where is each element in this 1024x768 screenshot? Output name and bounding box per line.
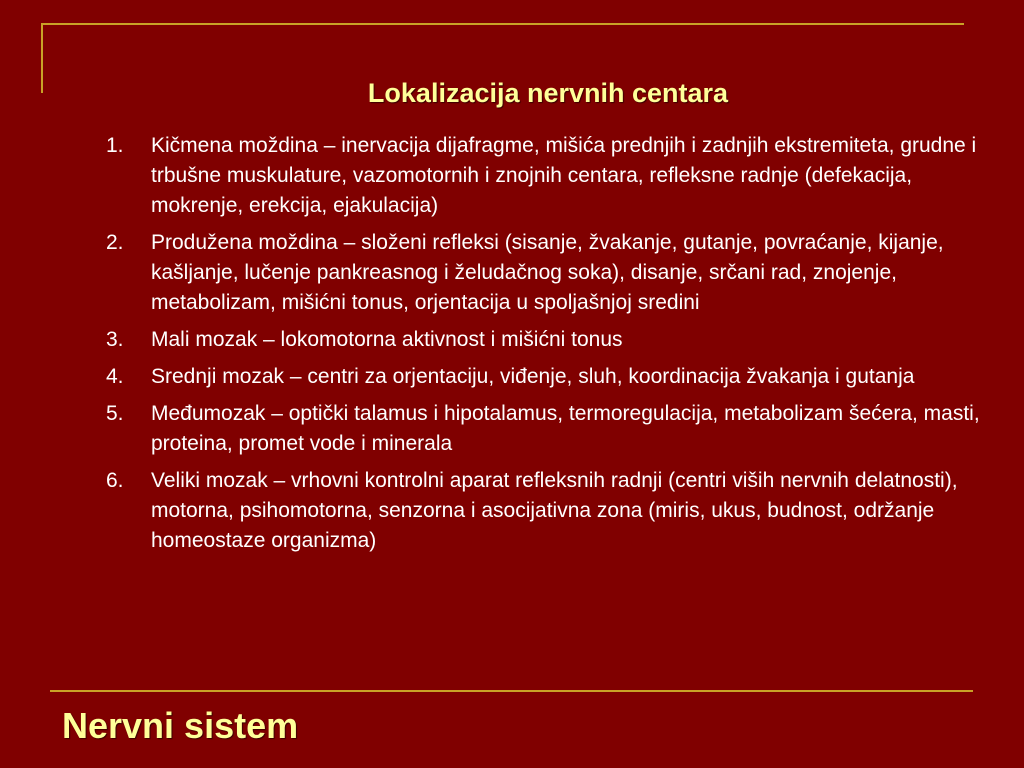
list-item-text: Kičmena moždina – inervacija dijafragme, mišića prednjih i zadnjih ekstremiteta, grudne i trbušne muskulature, vazomotornih i znojnih centara, refleksne radnje (defekacija, mokrenje, erekcija, ejakulacija) xyxy=(151,134,977,217)
decorative-frame-left-line xyxy=(41,23,43,93)
list-item-number: 1. xyxy=(106,134,124,157)
list-item xyxy=(106,228,996,318)
list-item-text: Produžena moždina – složeni refleksi (sisanje, žvakanje, gutanje, povraćanje, kijanje, kašljanje, lučenje pankreasnog i želudačnog soka), disanje, srčani rad, znojenje, metabolizam, mišićni tonus, orjentacija u spoljašnjoj sredini xyxy=(151,231,944,314)
list-item xyxy=(106,466,996,556)
list-item xyxy=(106,362,996,392)
footer-title: Nervni sistem xyxy=(62,705,299,746)
list-item-number: 2. xyxy=(106,231,124,254)
list-item xyxy=(106,131,996,221)
list-item xyxy=(106,325,996,355)
list-item-number: 6. xyxy=(106,469,124,492)
list-item-number: 3. xyxy=(106,328,124,351)
list-item-text: Veliki mozak – vrhovni kontrolni aparat refleksnih radnji (centri viših nervnih delatnosti), motorna, psihomotorna, senzorna i asocijativna zona (miris, ukus, budnost, održanje homeostaze organizma) xyxy=(151,469,958,552)
slide-heading: Lokalizacija nervnih centara xyxy=(367,78,729,108)
list-item-text: Mali mozak – lokomotorna aktivnost i mišićni tonus xyxy=(151,328,623,351)
list-item-text: Međumozak – optički talamus i hipotalamus, termoregulacija, metabolizam šećera, masti, proteina, promet vode i minerala xyxy=(151,402,980,455)
list-item-number: 4. xyxy=(106,365,124,388)
list-item-number: 5. xyxy=(106,402,124,425)
decorative-frame-top-line xyxy=(41,23,964,25)
decorative-footer-divider xyxy=(50,690,973,692)
list-item-text: Srednji mozak – centri za orjentaciju, viđenje, sluh, koordinacija žvakanja i gutanja xyxy=(151,365,915,388)
content-list xyxy=(106,131,996,563)
list-item xyxy=(106,399,996,459)
